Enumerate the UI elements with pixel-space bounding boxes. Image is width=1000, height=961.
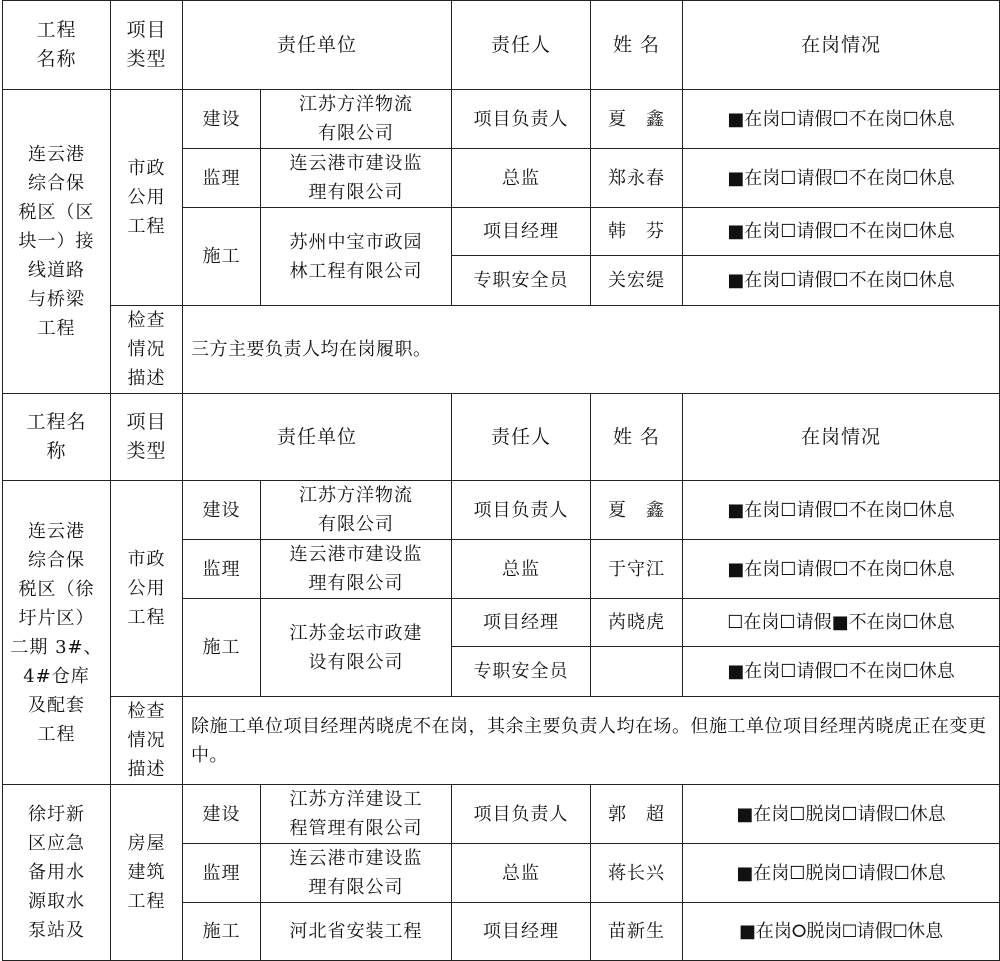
- table-header-row: [3, 1, 1000, 90]
- project-name-cell: 连云港 综合保 税区（徐 圩片区） 二期 3#、 4#仓库 及配套 工程: [3, 481, 111, 785]
- person-cell: 项目经理: [452, 599, 591, 647]
- header-name: 姓 名: [591, 1, 683, 90]
- company-cell: 江苏金坛市政建 设有限公司: [261, 599, 452, 697]
- role-cell: 建设: [183, 785, 261, 844]
- inspection-text: 除施工单位项目经理芮晓虎不在岗，其余主要负责人均在场。但施工单位项目经理芮晓虎正在变更中。: [183, 697, 1000, 785]
- name-cell: [591, 647, 683, 697]
- project-type-cell: 市政 公用 工程: [111, 481, 183, 697]
- role-cell: 施工: [183, 903, 261, 961]
- name-cell: 芮晓虎: [591, 599, 683, 647]
- status-cell: ■在岗☐脱岗☐请假☐休息: [683, 844, 1000, 903]
- name-cell: 夏 鑫: [591, 481, 683, 540]
- header-name: 姓 名: [591, 394, 683, 481]
- header-project-name: 工程 名称: [3, 1, 111, 90]
- project-name-cell: 徐圩新 区应急 备用水 源取水 泵站及: [3, 785, 111, 961]
- inspection-row: [3, 306, 1000, 394]
- company-cell: 连云港市建设监 理有限公司: [261, 844, 452, 903]
- inspection-label: 检查 情况 描述: [111, 697, 183, 785]
- person-cell: 项目经理: [452, 208, 591, 256]
- company-cell: 苏州中宝市政园 林工程有限公司: [261, 208, 452, 306]
- company-cell: 江苏方洋物流 有限公司: [261, 481, 452, 540]
- role-cell: 施工: [183, 208, 261, 306]
- status-cell: ■在岗☐请假☐不在岗☐休息: [683, 208, 1000, 256]
- name-cell: 苗新生: [591, 903, 683, 961]
- person-cell: 专职安全员: [452, 647, 591, 697]
- status-cell: ■在岗☐请假☐不在岗☐休息: [683, 481, 1000, 540]
- role-cell: 监理: [183, 149, 261, 208]
- person-cell: 项目负责人: [452, 481, 591, 540]
- status-cell: ■在岗☐脱岗☐请假☐休息: [683, 785, 1000, 844]
- table-header-row: [3, 394, 1000, 481]
- role-cell: 施工: [183, 599, 261, 697]
- header-unit: 责任单位: [183, 394, 452, 481]
- project-type-cell: 市政 公用 工程: [111, 90, 183, 306]
- status-cell: ■在岗☐请假☐不在岗☐休息: [683, 647, 1000, 697]
- header-person: 责任人: [452, 1, 591, 90]
- company-cell: 连云港市建设监 理有限公司: [261, 149, 452, 208]
- table-row: [3, 481, 1000, 540]
- company-cell: 连云港市建设监 理有限公司: [261, 540, 452, 599]
- status-cell: ■在岗☐请假☐不在岗☐休息: [683, 540, 1000, 599]
- name-cell: 郑永春: [591, 149, 683, 208]
- person-cell: 项目负责人: [452, 90, 591, 149]
- header-project-name: 工程名 称: [3, 394, 111, 481]
- role-cell: 建设: [183, 481, 261, 540]
- company-cell: 河北省安装工程: [261, 903, 452, 961]
- role-cell: 监理: [183, 844, 261, 903]
- status-cell: ■在岗⭘脱岗☐请假☐休息: [683, 903, 1000, 961]
- role-cell: 建设: [183, 90, 261, 149]
- name-cell: 夏 鑫: [591, 90, 683, 149]
- person-cell: 总监: [452, 149, 591, 208]
- table-row: [3, 90, 1000, 149]
- header-project-type: 项目 类型: [111, 394, 183, 481]
- name-cell: 于守江: [591, 540, 683, 599]
- name-cell: 关宏缇: [591, 256, 683, 306]
- person-cell: 专职安全员: [452, 256, 591, 306]
- role-cell: 监理: [183, 540, 261, 599]
- status-cell: ■在岗☐请假☐不在岗☐休息: [683, 90, 1000, 149]
- person-cell: 总监: [452, 540, 591, 599]
- person-cell: 项目负责人: [452, 785, 591, 844]
- header-project-type: 项目 类型: [111, 1, 183, 90]
- duty-check-table: [2, 0, 1000, 961]
- name-cell: 蒋长兴: [591, 844, 683, 903]
- header-unit: 责任单位: [183, 1, 452, 90]
- person-cell: 项目经理: [452, 903, 591, 961]
- project-name-cell: 连云港 综合保 税区（区 块一）接 线道路 与桥梁 工程: [3, 90, 111, 394]
- status-cell: ☐在岗☐请假■不在岗☐休息: [683, 599, 1000, 647]
- company-cell: 江苏方洋物流 有限公司: [261, 90, 452, 149]
- inspection-label: 检查 情况 描述: [111, 306, 183, 394]
- status-cell: ■在岗☐请假☐不在岗☐休息: [683, 256, 1000, 306]
- inspection-text: 三方主要负责人均在岗履职。: [183, 306, 1000, 394]
- project-type-cell: 房屋 建筑 工程: [111, 785, 183, 961]
- table-row: [3, 785, 1000, 844]
- header-person: 责任人: [452, 394, 591, 481]
- name-cell: 韩 芬: [591, 208, 683, 256]
- status-cell: ■在岗☐请假☐不在岗☐休息: [683, 149, 1000, 208]
- person-cell: 总监: [452, 844, 591, 903]
- inspection-row: [3, 697, 1000, 785]
- header-status: 在岗情况: [683, 1, 1000, 90]
- company-cell: 江苏方洋建设工 程管理有限公司: [261, 785, 452, 844]
- name-cell: 郭 超: [591, 785, 683, 844]
- header-status: 在岗情况: [683, 394, 1000, 481]
